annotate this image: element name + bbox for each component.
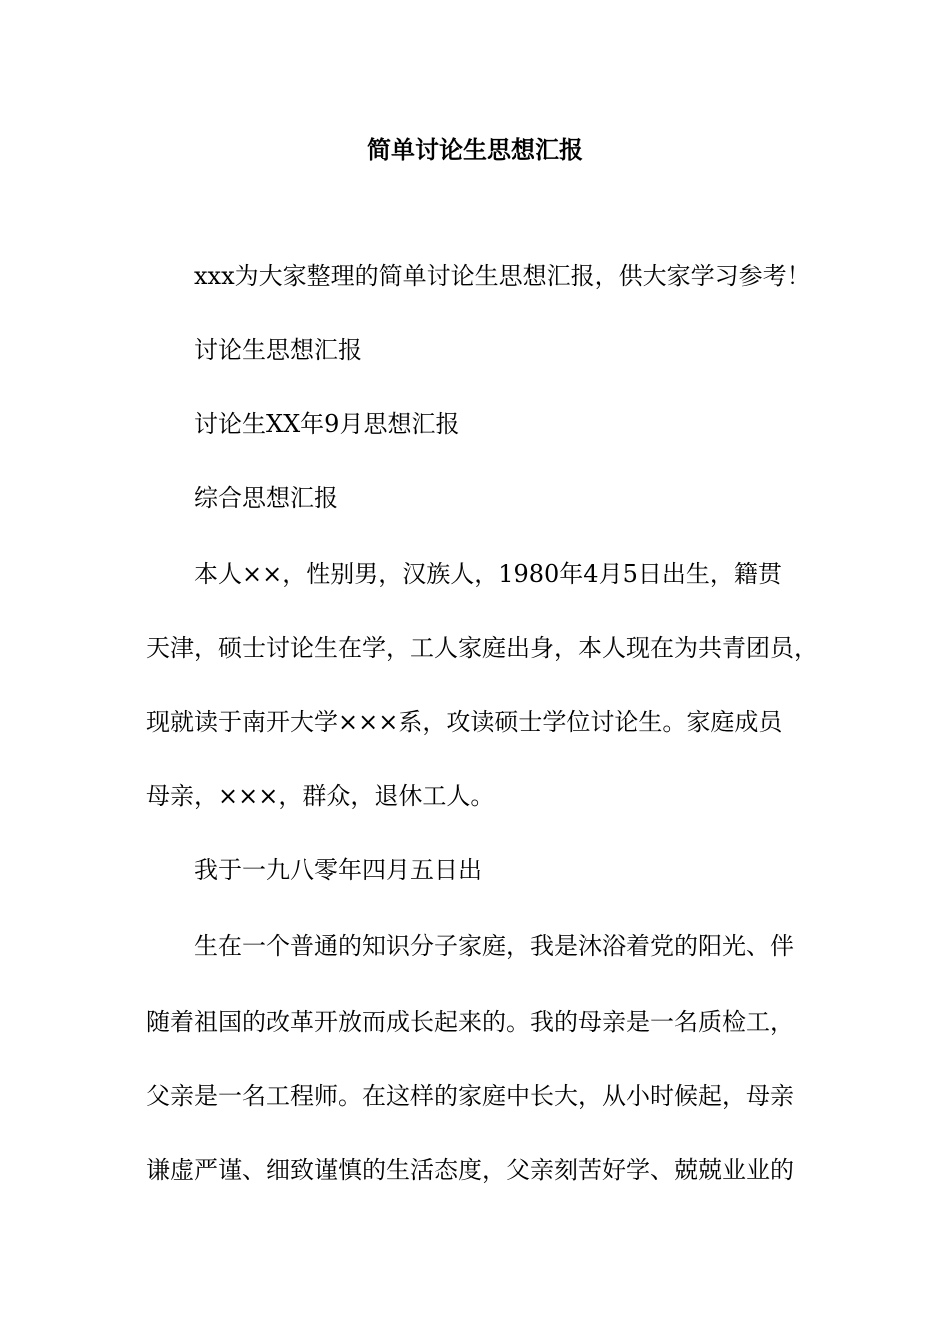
paragraph-line: 父亲是一名工程师。在这样的家庭中长大，从小时候起，母亲 bbox=[146, 1082, 794, 1110]
heading-line: 讨论生思想汇报 bbox=[194, 336, 362, 364]
paragraph-line: 谦虚严谨、细致谨慎的生活态度，父亲刻苦好学、兢兢业业的 bbox=[146, 1156, 794, 1184]
paragraph-line: 母亲，×××，群众，退休工人。 bbox=[146, 782, 495, 810]
document-title: 简单讨论生思想汇报 bbox=[367, 135, 583, 164]
intro-line: xxx为大家整理的简单讨论生思想汇报，供大家学习参考！ bbox=[194, 262, 811, 290]
paragraph-line: 天津，硕士讨论生在学，工人家庭出身，本人现在为共青团员， bbox=[146, 634, 818, 662]
paragraph-line: 生在一个普通的知识分子家庭，我是沐浴着党的阳光、伴 bbox=[194, 932, 794, 960]
paragraph-line: 本人××，性别男，汉族人，1980年4月5日出生，籍贯 bbox=[194, 560, 782, 588]
paragraph-line: 随着祖国的改革开放而成长起来的。我的母亲是一名质检工， bbox=[146, 1008, 794, 1036]
heading-line: 综合思想汇报 bbox=[194, 484, 338, 512]
paragraph-line: 我于一九八零年四月五日出 bbox=[194, 856, 482, 884]
paragraph-line: 现就读于南开大学×××系，攻读硕士学位讨论生。家庭成员 bbox=[146, 708, 783, 736]
heading-line: 讨论生XX年9月思想汇报 bbox=[194, 410, 460, 438]
